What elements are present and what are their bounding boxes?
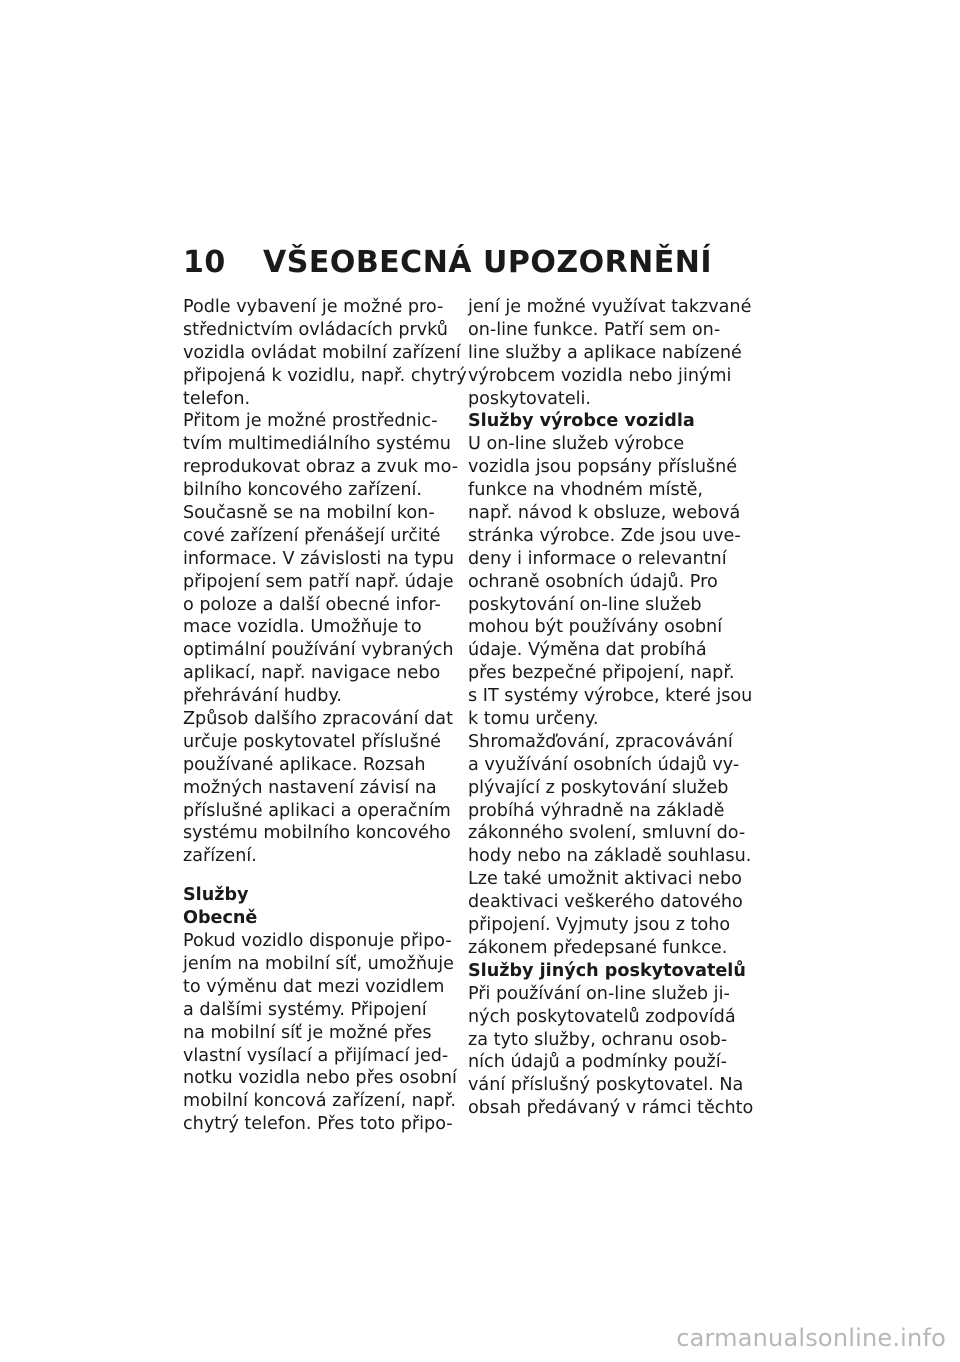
text-line: deaktivaci veškerého datového <box>468 892 743 913</box>
chapter-title: VŠEOBECNÁ UPOZORNĚNÍ <box>263 244 713 280</box>
text-line: zařízení. <box>183 846 257 867</box>
left-text-column <box>183 296 467 1136</box>
text-line: hody nebo na základě souhlasu. <box>468 846 752 867</box>
text-line: používané aplikace. Rozsah <box>183 754 426 775</box>
text-line: jení je možné využívat takzvané <box>468 297 752 317</box>
text-line: chytrý telefon. Přes toto připo- <box>183 1114 453 1135</box>
section-heading: Služby výrobce vozidla <box>468 411 695 432</box>
text-line: stránka výrobce. Zde jsou uve- <box>468 525 741 546</box>
chapter-number: 10 <box>183 244 226 280</box>
text-line: vozidla jsou popsány příslušné <box>468 457 738 478</box>
text-line: notku vozidla nebo přes osobní <box>183 1068 457 1089</box>
text-line: obsah předávaný v rámci těchto <box>468 1098 754 1119</box>
paragraph-gap <box>183 868 453 884</box>
text-line: určuje poskytovatel příslušné <box>183 731 441 752</box>
section-heading: Služby <box>183 885 249 906</box>
text-line: poskytování on-line služeb <box>468 594 702 615</box>
text-line: Lze také umožnit aktivaci nebo <box>468 869 742 890</box>
text-line: to výměnu dat mezi vozidlem <box>183 976 445 997</box>
text-line: na mobilní síť je možné přes <box>183 1022 432 1043</box>
text-line: systému mobilního koncového <box>183 823 451 844</box>
text-line: např. návod k obsluze, webová <box>468 503 741 524</box>
text-line: příslušné aplikaci a operačním <box>183 800 451 821</box>
text-line: zákonem předepsané funkce. <box>468 937 728 958</box>
text-line: o poloze a další obecné infor- <box>183 594 441 615</box>
text-line: probíhá výhradně na základě <box>468 800 725 821</box>
text-line: reprodukovat obraz a zvuk mo- <box>183 457 459 478</box>
watermark: carmanualsonline.info <box>676 1324 946 1352</box>
text-line: vlastní vysílací a přijímací jed- <box>183 1045 449 1066</box>
text-line: Podle vybavení je možné pro- <box>183 297 444 317</box>
text-line: Pokud vozidlo disponuje připo- <box>183 931 452 952</box>
text-line: optimální používání vybraných <box>183 640 454 661</box>
text-line: Při používání on-line služeb ji- <box>468 983 730 1004</box>
text-line: přes bezpečné připojení, např. <box>468 663 735 684</box>
text-line: informace. V závislosti na typu <box>183 548 454 569</box>
text-line: připojení. Vyjmuty jsou z toho <box>468 915 731 936</box>
text-line: ochraně osobních údajů. Pro <box>468 571 718 592</box>
text-line: střednictvím ovládacích prvků <box>183 319 448 340</box>
text-line: přehrávání hudby. <box>183 686 342 707</box>
text-line: mobilní koncová zařízení, např. <box>183 1091 456 1112</box>
text-line: cové zařízení přenášejí určité <box>183 525 441 546</box>
chapter-header <box>183 238 712 286</box>
text-line: telefon. <box>183 388 251 409</box>
text-line: Přitom je možné prostřednic- <box>183 411 438 432</box>
text-line: Shromažďování, zpracovávání <box>468 731 733 752</box>
text-line: a dalšími systémy. Připojení <box>183 999 427 1020</box>
text-line: možných nastavení závisí na <box>183 777 437 798</box>
text-line: funkce na vhodném místě, <box>468 480 704 501</box>
text-line: mohou být používány osobní <box>468 617 723 638</box>
text-line: Způsob dalšího zpracování dat <box>183 709 453 730</box>
text-line: deny i informace o relevantní <box>468 548 727 569</box>
right-text-column <box>468 296 754 1120</box>
section-heading: Služby jiných poskytovatelů <box>468 960 746 981</box>
text-line: a využívání osobních údajů vy- <box>468 754 740 775</box>
text-line: výrobcem vozidla nebo jinými <box>468 365 732 386</box>
text-line: Současně se na mobilní kon- <box>183 503 435 524</box>
text-line: jením na mobilní síť, umožňuje <box>183 953 454 974</box>
text-line: on-line funkce. Patří sem on- <box>468 319 721 340</box>
text-line: tvím multimediálního systému <box>183 434 451 455</box>
text-line: U on-line služeb výrobce <box>468 434 685 455</box>
text-line: vozidla ovládat mobilní zařízení <box>183 342 461 363</box>
text-line: poskytovateli. <box>468 388 592 409</box>
text-line: mace vozidla. Umožňuje to <box>183 617 422 638</box>
text-line: plývající z poskytování služeb <box>468 777 729 798</box>
text-line: za tyto služby, ochranu osob- <box>468 1029 728 1050</box>
text-line: aplikací, např. navigace nebo <box>183 663 441 684</box>
text-line: bilního koncového zařízení. <box>183 480 422 501</box>
text-line: připojená k vozidlu, např. chytrý <box>183 365 467 386</box>
text-line: zákonného svolení, smluvní do- <box>468 823 746 844</box>
text-line: k tomu určeny. <box>468 709 599 730</box>
text-line: s IT systémy výrobce, které jsou <box>468 686 753 707</box>
section-heading: Obecně <box>183 908 258 929</box>
text-line: ních údajů a podmínky použí- <box>468 1052 727 1073</box>
text-line: údaje. Výměna dat probíhá <box>468 640 707 661</box>
text-line: ných poskytovatelů zodpovídá <box>468 1006 736 1027</box>
text-line: line služby a aplikace nabízené <box>468 342 742 363</box>
text-line: připojení sem patří např. údaje <box>183 571 454 592</box>
text-line: vání příslušný poskytovatel. Na <box>468 1075 744 1096</box>
